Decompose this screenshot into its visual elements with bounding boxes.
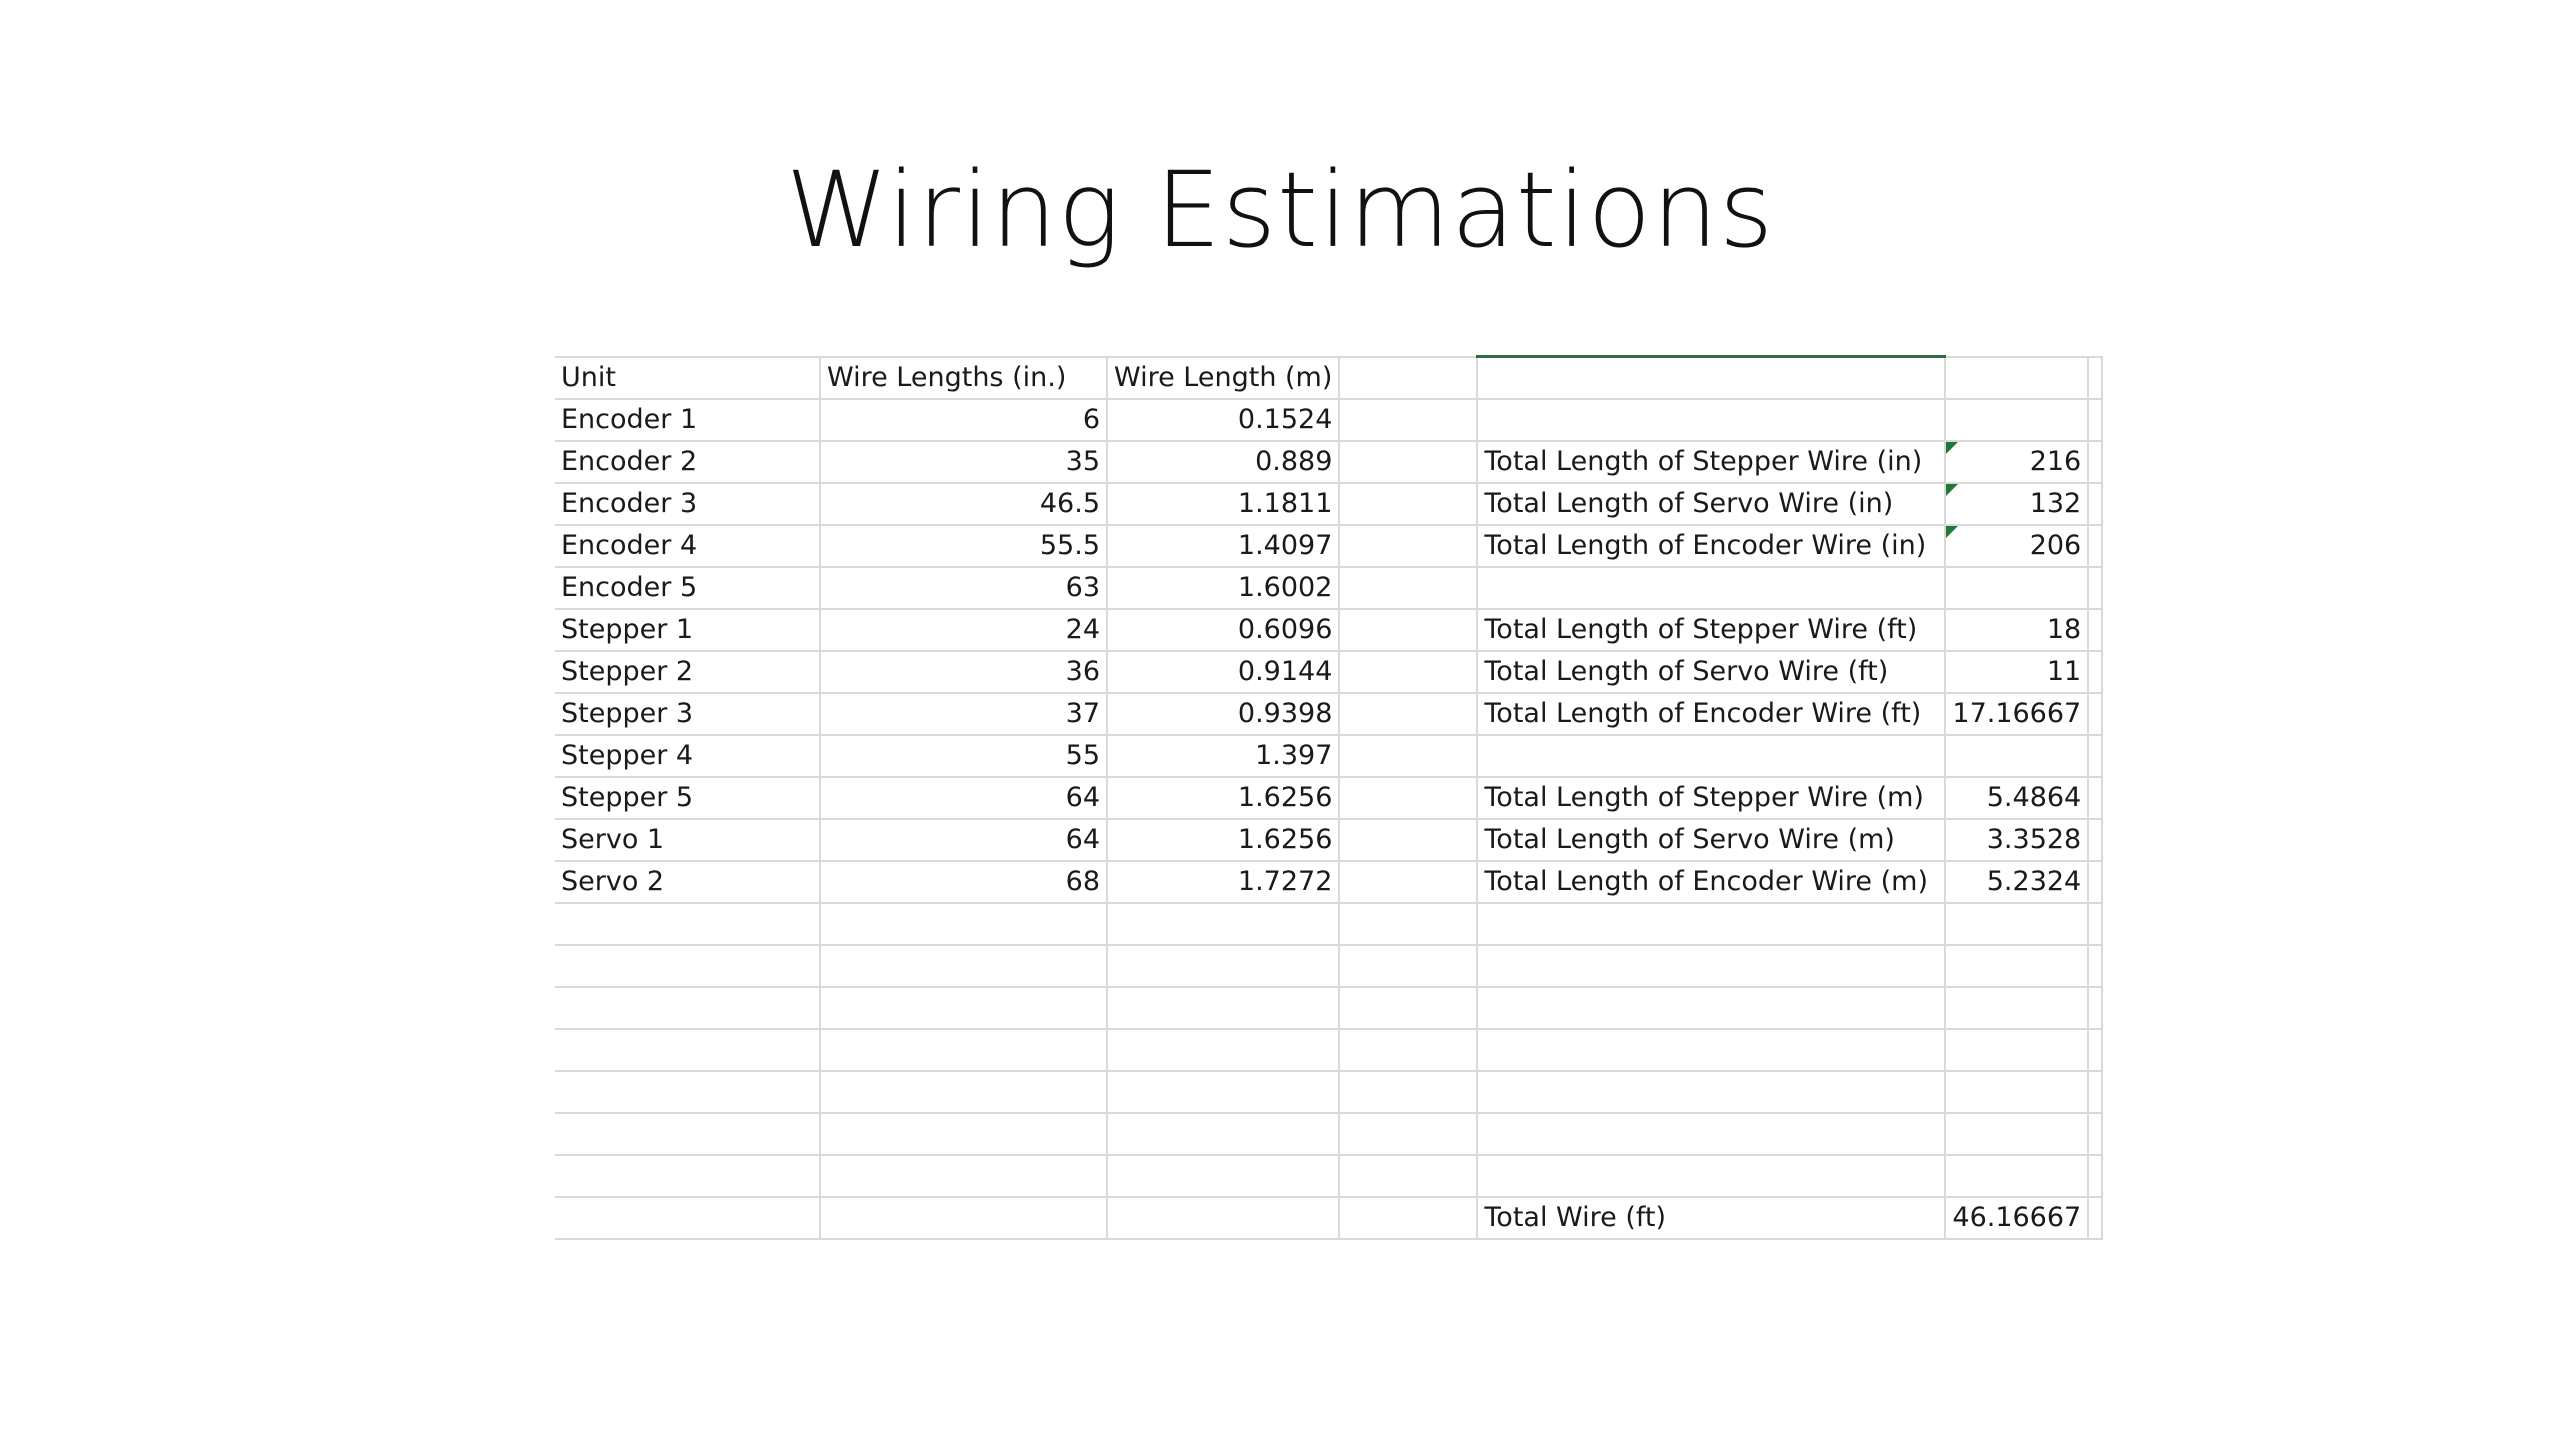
empty-row bbox=[555, 1113, 2102, 1155]
summary-label: Total Length of Encoder Wire (in) bbox=[1477, 525, 1945, 567]
summary-label: Total Length of Stepper Wire (in) bbox=[1477, 441, 1945, 483]
summary-value: 3.3528 bbox=[1945, 819, 2088, 861]
unit-cell: Stepper 3 bbox=[555, 693, 820, 735]
empty-cell bbox=[1107, 1113, 1339, 1155]
empty-cell bbox=[820, 1071, 1107, 1113]
wire-m-cell: 0.6096 bbox=[1107, 609, 1339, 651]
empty-cell bbox=[1107, 987, 1339, 1029]
summary-value: 11 bbox=[1945, 651, 2088, 693]
empty-cell bbox=[1339, 693, 1477, 735]
empty-cell bbox=[1339, 441, 1477, 483]
empty-cell bbox=[2088, 1155, 2102, 1197]
summary-label bbox=[1477, 735, 1945, 777]
table-row bbox=[555, 651, 2102, 693]
wire-in-cell: 64 bbox=[820, 777, 1107, 819]
unit-cell: Stepper 4 bbox=[555, 735, 820, 777]
empty-cell bbox=[1339, 651, 1477, 693]
empty-cell bbox=[820, 1197, 1107, 1239]
empty-cell bbox=[1107, 945, 1339, 987]
header-wire-lengths-in: Wire Lengths (in.) bbox=[820, 357, 1107, 399]
wire-in-cell: 63 bbox=[820, 567, 1107, 609]
empty-cell bbox=[1945, 945, 2088, 987]
wire-m-cell: 1.7272 bbox=[1107, 861, 1339, 903]
empty-cell bbox=[1945, 1071, 2088, 1113]
table-row bbox=[555, 567, 2102, 609]
empty-cell bbox=[820, 945, 1107, 987]
wiring-spreadsheet bbox=[555, 355, 2103, 1240]
wire-in-cell: 55 bbox=[820, 735, 1107, 777]
summary-label: Total Length of Stepper Wire (ft) bbox=[1477, 609, 1945, 651]
empty-cell bbox=[1477, 945, 1945, 987]
empty-cell bbox=[1339, 861, 1477, 903]
empty-cell bbox=[1339, 1113, 1477, 1155]
empty-cell bbox=[2088, 735, 2102, 777]
empty-cell bbox=[1945, 987, 2088, 1029]
empty-cell bbox=[820, 903, 1107, 945]
empty-row bbox=[555, 1071, 2102, 1113]
empty-cell bbox=[2088, 987, 2102, 1029]
wire-m-cell: 0.9398 bbox=[1107, 693, 1339, 735]
wire-m-cell: 0.1524 bbox=[1107, 399, 1339, 441]
empty-cell bbox=[1477, 903, 1945, 945]
wire-in-cell: 35 bbox=[820, 441, 1107, 483]
table-row bbox=[555, 777, 2102, 819]
unit-cell: Stepper 1 bbox=[555, 609, 820, 651]
empty-cell bbox=[1339, 819, 1477, 861]
table-row bbox=[555, 693, 2102, 735]
empty-row bbox=[555, 945, 2102, 987]
empty-cell bbox=[555, 1197, 820, 1239]
summary-value: 216 bbox=[1945, 441, 2088, 483]
empty-cell bbox=[2088, 357, 2102, 399]
empty-cell bbox=[555, 1029, 820, 1071]
empty-cell bbox=[1107, 1029, 1339, 1071]
empty-cell bbox=[1945, 1113, 2088, 1155]
table-row bbox=[555, 441, 2102, 483]
unit-cell: Encoder 5 bbox=[555, 567, 820, 609]
summary-label: Total Length of Encoder Wire (m) bbox=[1477, 861, 1945, 903]
unit-cell: Servo 1 bbox=[555, 819, 820, 861]
summary-label: Total Length of Stepper Wire (m) bbox=[1477, 777, 1945, 819]
wire-in-cell: 55.5 bbox=[820, 525, 1107, 567]
wire-in-cell: 64 bbox=[820, 819, 1107, 861]
summary-value bbox=[1945, 735, 2088, 777]
empty-cell bbox=[1945, 903, 2088, 945]
total-wire-label: Total Wire (ft) bbox=[1477, 1197, 1945, 1239]
empty-cell bbox=[1107, 1197, 1339, 1239]
empty-cell bbox=[1339, 1029, 1477, 1071]
empty-cell bbox=[2088, 945, 2102, 987]
empty-cell bbox=[2088, 819, 2102, 861]
summary-label: Total Length of Encoder Wire (ft) bbox=[1477, 693, 1945, 735]
empty-cell bbox=[2088, 1113, 2102, 1155]
empty-cell bbox=[2088, 441, 2102, 483]
empty-cell bbox=[2088, 861, 2102, 903]
empty-cell bbox=[555, 1155, 820, 1197]
empty-cell bbox=[2088, 399, 2102, 441]
empty-cell bbox=[2088, 1071, 2102, 1113]
summary-value: 5.2324 bbox=[1945, 861, 2088, 903]
empty-row bbox=[555, 987, 2102, 1029]
empty-cell bbox=[1339, 399, 1477, 441]
summary-value: 17.16667 bbox=[1945, 693, 2088, 735]
empty-cell bbox=[1339, 1155, 1477, 1197]
empty-cell bbox=[1107, 903, 1339, 945]
empty-cell bbox=[2088, 525, 2102, 567]
table-row bbox=[555, 861, 2102, 903]
wire-m-cell: 0.9144 bbox=[1107, 651, 1339, 693]
summary-value: 18 bbox=[1945, 609, 2088, 651]
empty-row bbox=[555, 1155, 2102, 1197]
empty-cell bbox=[555, 1071, 820, 1113]
empty-cell bbox=[1107, 1155, 1339, 1197]
empty-cell bbox=[1339, 777, 1477, 819]
table-row bbox=[555, 819, 2102, 861]
slide-title: Wiring Estimations bbox=[785, 149, 1775, 271]
empty-cell bbox=[2088, 693, 2102, 735]
wire-m-cell: 1.6256 bbox=[1107, 777, 1339, 819]
wire-m-cell: 1.1811 bbox=[1107, 483, 1339, 525]
empty-cell bbox=[1945, 1155, 2088, 1197]
total-row bbox=[555, 1197, 2102, 1239]
empty-cell bbox=[1477, 1113, 1945, 1155]
empty-cell bbox=[2088, 777, 2102, 819]
wire-in-cell: 46.5 bbox=[820, 483, 1107, 525]
summary-label bbox=[1477, 567, 1945, 609]
empty-cell bbox=[555, 987, 820, 1029]
header-row bbox=[555, 357, 2102, 399]
empty-cell bbox=[555, 945, 820, 987]
summary-value bbox=[1945, 567, 2088, 609]
wire-in-cell: 37 bbox=[820, 693, 1107, 735]
empty-cell bbox=[1339, 735, 1477, 777]
wire-in-cell: 68 bbox=[820, 861, 1107, 903]
table-row bbox=[555, 735, 2102, 777]
empty-row bbox=[555, 903, 2102, 945]
summary-value: 206 bbox=[1945, 525, 2088, 567]
summary-label: Total Length of Servo Wire (m) bbox=[1477, 819, 1945, 861]
table-row bbox=[555, 399, 2102, 441]
summary-label: Total Length of Servo Wire (in) bbox=[1477, 483, 1945, 525]
empty-cell bbox=[1339, 567, 1477, 609]
total-wire-value: 46.16667 bbox=[1945, 1197, 2088, 1239]
wire-m-cell: 1.6256 bbox=[1107, 819, 1339, 861]
empty-cell bbox=[1945, 1029, 2088, 1071]
empty-cell bbox=[2088, 651, 2102, 693]
empty-cell bbox=[555, 903, 820, 945]
unit-cell: Stepper 5 bbox=[555, 777, 820, 819]
empty-row bbox=[555, 1029, 2102, 1071]
wire-m-cell: 0.889 bbox=[1107, 441, 1339, 483]
empty-cell bbox=[2088, 483, 2102, 525]
summary-label bbox=[1477, 357, 1945, 399]
summary-value bbox=[1945, 399, 2088, 441]
unit-cell: Encoder 1 bbox=[555, 399, 820, 441]
table-row bbox=[555, 609, 2102, 651]
wire-m-cell: 1.397 bbox=[1107, 735, 1339, 777]
empty-cell bbox=[820, 987, 1107, 1029]
wire-in-cell: 24 bbox=[820, 609, 1107, 651]
empty-cell bbox=[1339, 525, 1477, 567]
empty-cell bbox=[1339, 987, 1477, 1029]
empty-cell bbox=[1477, 1071, 1945, 1113]
empty-cell bbox=[2088, 609, 2102, 651]
empty-cell bbox=[1339, 609, 1477, 651]
empty-cell bbox=[1339, 483, 1477, 525]
empty-cell bbox=[2088, 1197, 2102, 1239]
empty-cell bbox=[1339, 1071, 1477, 1113]
header-wire-length-m: Wire Length (m) bbox=[1107, 357, 1339, 399]
empty-cell bbox=[820, 1155, 1107, 1197]
empty-cell bbox=[2088, 567, 2102, 609]
unit-cell: Encoder 4 bbox=[555, 525, 820, 567]
unit-cell: Stepper 2 bbox=[555, 651, 820, 693]
wire-m-cell: 1.6002 bbox=[1107, 567, 1339, 609]
empty-cell bbox=[820, 1029, 1107, 1071]
table-row bbox=[555, 483, 2102, 525]
unit-cell: Encoder 2 bbox=[555, 441, 820, 483]
wire-in-cell: 36 bbox=[820, 651, 1107, 693]
empty-cell bbox=[555, 1113, 820, 1155]
unit-cell: Encoder 3 bbox=[555, 483, 820, 525]
empty-cell bbox=[1477, 1155, 1945, 1197]
wire-m-cell: 1.4097 bbox=[1107, 525, 1339, 567]
empty-cell bbox=[1477, 1029, 1945, 1071]
summary-label bbox=[1477, 399, 1945, 441]
table-row bbox=[555, 525, 2102, 567]
summary-value: 5.4864 bbox=[1945, 777, 2088, 819]
empty-cell bbox=[2088, 1029, 2102, 1071]
wire-in-cell: 6 bbox=[820, 399, 1107, 441]
empty-cell bbox=[1339, 903, 1477, 945]
empty-cell bbox=[1477, 987, 1945, 1029]
empty-cell bbox=[1339, 1197, 1477, 1239]
empty-cell bbox=[820, 1113, 1107, 1155]
empty-cell bbox=[2088, 903, 2102, 945]
empty-cell bbox=[1339, 357, 1477, 399]
summary-value: 132 bbox=[1945, 483, 2088, 525]
unit-cell: Servo 2 bbox=[555, 861, 820, 903]
header-unit: Unit bbox=[555, 357, 820, 399]
empty-cell bbox=[1107, 1071, 1339, 1113]
summary-value bbox=[1945, 357, 2088, 399]
empty-cell bbox=[1339, 945, 1477, 987]
summary-label: Total Length of Servo Wire (ft) bbox=[1477, 651, 1945, 693]
